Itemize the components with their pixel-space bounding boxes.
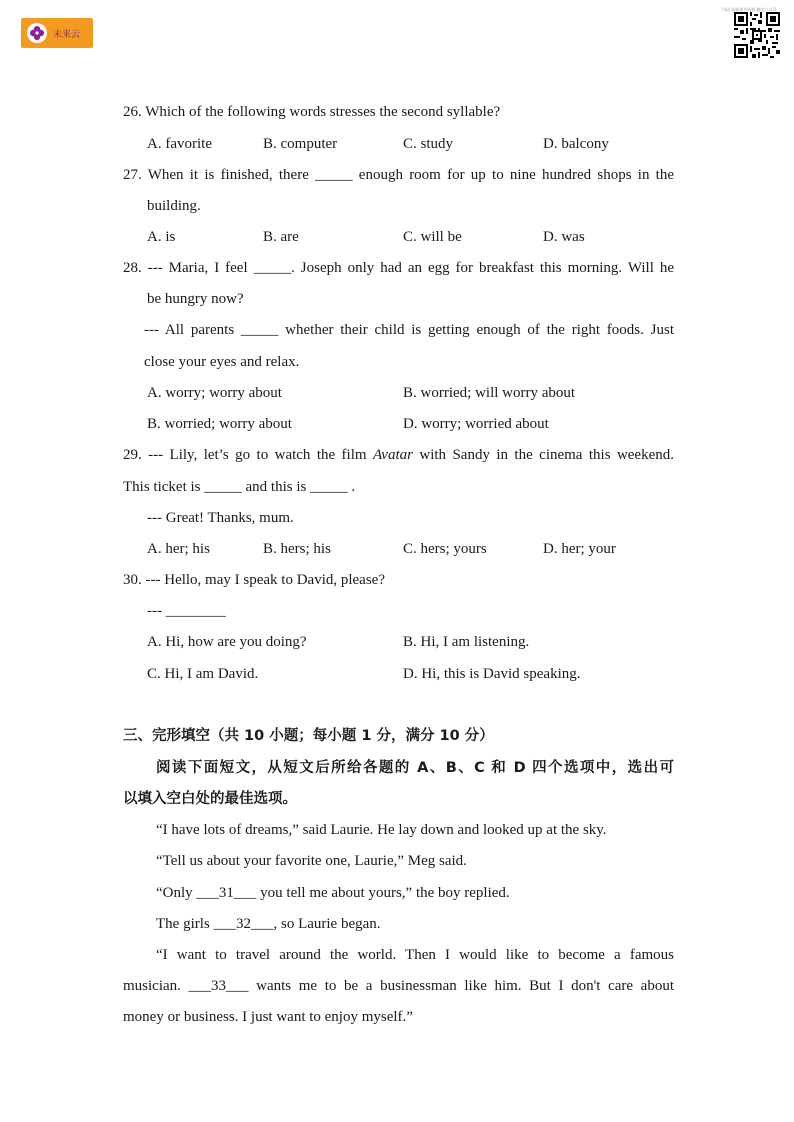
question-29: [123, 446, 674, 464]
answer-blank: --- ________: [147, 603, 226, 619]
option-b: B. computer: [263, 136, 338, 152]
dialogue-line: --- Hello, may I speak to David, please?: [145, 572, 385, 588]
option-d: D. her; your: [543, 541, 616, 557]
qr-code-icon: [734, 12, 780, 58]
option-b: B. hers; his: [263, 541, 331, 557]
option-b: B. Hi, I am listening.: [403, 634, 530, 650]
option-c: C. will be: [403, 229, 462, 245]
qr-caption: 扫码·获取更多资料·微信公众号: [722, 7, 777, 12]
film-title: Avatar: [372, 447, 413, 463]
option-c: C. study: [403, 136, 454, 152]
passage-line: “I have lots of dreams,” said Laurie. He lay down and looked up at the sky.: [156, 822, 607, 838]
dialogue-line: This ticket is _____ and this is _____ .: [123, 479, 356, 495]
question-27: [123, 166, 674, 184]
question-26: [123, 103, 500, 121]
passage-line: “Tell us about your favorite one, Laurie,” Meg said.: [156, 853, 467, 869]
option-b: B. are: [263, 229, 299, 245]
question-number: 29.: [123, 447, 142, 463]
question-number: 30.: [123, 572, 142, 588]
option-a: A. Hi, how are you doing?: [147, 634, 307, 650]
logo-text: 未来云: [53, 29, 81, 40]
question-30: [123, 571, 385, 589]
option-c: C. Hi, I am David.: [147, 666, 259, 682]
passage-line: money or business. I just want to enjoy myself.”: [123, 1009, 413, 1025]
clover-logo-icon: [27, 23, 47, 43]
dialogue-line: close your eyes and relax.: [144, 354, 300, 370]
section-instruction: 阅读下面短文，从短文后所给各题的 A、B、C 和 D 四个选项中，选出可: [156, 760, 674, 776]
option-c: B. worried; worry about: [147, 416, 292, 432]
question-stem-continued: building.: [147, 198, 201, 214]
question-stem: When it is finished, there _____ enough room for up to nine hundred shops in the: [147, 167, 674, 183]
section-heading: 三、完形填空（共 10 小题；每小题 1 分，满分 10 分）: [123, 728, 494, 744]
passage-line: The girls ___32___, so Laurie began.: [156, 916, 381, 932]
option-a: A. favorite: [147, 136, 212, 152]
question-number: 27.: [123, 167, 142, 183]
dialogue-line: --- All parents _____ whether their child is getting enough of the right foods. Just: [144, 322, 674, 338]
question-stem: Which of the following words stresses the second syllable?: [145, 104, 501, 120]
passage-line: “I want to travel around the world. Then I would like to become a famous: [156, 947, 674, 963]
dialogue-line: --- Great! Thanks, mum.: [147, 510, 294, 526]
dialogue-line: --- Lily, let’s go to watch the film Avatar with Sandy in the cinema this weekend.: [148, 447, 675, 463]
passage-line: musician. ___33___ wants me to be a businessman like him. But I don't care about: [123, 978, 674, 994]
question-number: 26.: [123, 104, 142, 120]
option-d: D. was: [543, 229, 585, 245]
option-d: D. worry; worried about: [403, 416, 549, 432]
section-instruction: 以填入空白处的最佳选项。: [123, 791, 297, 807]
option-a: A. is: [147, 229, 176, 245]
question-28: [123, 259, 674, 277]
question-number: 28.: [123, 260, 142, 276]
option-d: D. balcony: [543, 136, 609, 152]
option-c: C. hers; yours: [403, 541, 487, 557]
option-b: B. worried; will worry about: [403, 385, 576, 401]
brand-logo: [21, 18, 93, 48]
dialogue-line: be hungry now?: [147, 291, 244, 307]
passage-line: “Only ___31___ you tell me about yours,” the boy replied.: [156, 885, 510, 901]
dialogue-line: --- Maria, I feel _____. Joseph only had an egg for breakfast this morning. Will he: [147, 260, 675, 276]
option-a: A. her; his: [147, 541, 210, 557]
option-a: A. worry; worry about: [147, 385, 282, 401]
option-d: D. Hi, this is David speaking.: [403, 666, 581, 682]
